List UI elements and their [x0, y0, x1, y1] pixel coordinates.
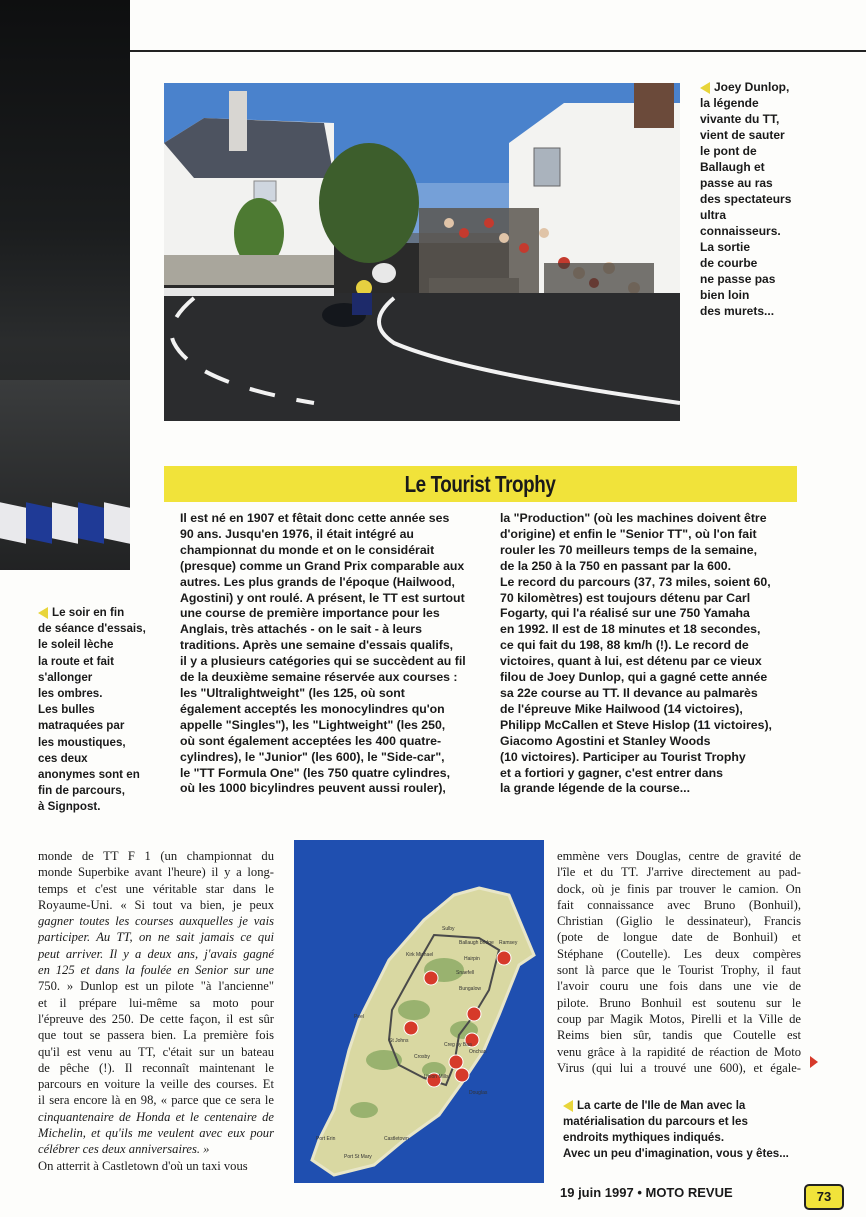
box-line: Fogarty, qui l'a réalisé sur une 750 Yamaha — [500, 606, 750, 621]
top-rule — [130, 50, 866, 52]
caption-text: la route et fait — [38, 654, 115, 668]
article-line: temps et c'est une véritable star dans le — [38, 881, 274, 896]
article-line: Christian (Giglio le dessinateur), Francis — [557, 914, 801, 929]
box-line: Giacomo Agostini et Stanley Woods — [500, 733, 711, 748]
article-line: pilote. Bruno Bonhuil est soutenu sur le — [557, 995, 801, 1010]
caption-line — [38, 767, 148, 783]
box-line: appelle "Singles"), les "Lightweight" (les 250, — [180, 717, 446, 732]
map-label: Union Mills — [424, 1074, 449, 1080]
box-line: les "Ultralightweight" (les 125, où sont — [180, 685, 405, 700]
article-line: emmène vers Douglas, centre de gravité de — [557, 849, 801, 863]
isle-of-man-map — [294, 840, 544, 1183]
caption-text: matraquées par — [38, 719, 125, 733]
article-line: monde Superbike avant l'heure) il y a long- — [38, 865, 274, 880]
article-line: participer. Au TT, on ne sait jamais ce qui — [38, 930, 274, 945]
caption-line — [38, 621, 148, 637]
box-line: la "Production" (où les machines doivent être — [500, 511, 767, 525]
article-line: sont là parce que le Tourist Trophy, il faut — [557, 963, 801, 978]
box-title: Le Tourist Trophy — [405, 470, 556, 497]
caption-text: les ombres. — [38, 687, 103, 701]
article-line: Virus (qui lui a trouvé une 600), et égale- — [557, 1060, 801, 1075]
box-line: il y a plusieurs catégories qui se succèdent au fil — [180, 654, 466, 669]
article-line: et il prépare lui-même sa moto pour — [38, 995, 274, 1010]
map-label: Sulby — [442, 926, 455, 932]
box-line: le "TT Formula One" (les 750 quatre cylindres, — [180, 765, 450, 780]
article-line: dock, où je finis par trouver le camion. On — [557, 881, 801, 896]
map-label: Ballaugh bridge — [459, 940, 494, 946]
caption-line — [38, 637, 148, 653]
article-right-column — [557, 848, 801, 1076]
article-line: que tout se passera bien. La première fois — [38, 1028, 274, 1043]
box-line: en 1992. Il est de 18 minutes et 18 secondes, — [500, 622, 761, 637]
left-photo-strip — [0, 0, 130, 570]
box-line: de la 250 à la 750 en passant par la 600. — [500, 558, 732, 573]
article-line: l'avoir couru une fois dans une vie de — [557, 979, 801, 994]
article-line: Michelin, et qu'ils me veulent avec eux pour — [38, 1126, 274, 1141]
article-line: gagner toutes les courses auxquelles je vais — [38, 914, 274, 929]
caption-text: de séance d'essais, — [38, 622, 146, 636]
box-line: de l'épreuve Mike Hailwood (14 victoires), — [500, 701, 743, 716]
caption-line — [38, 686, 148, 702]
box-line: où sont également acceptées les 400 quatre- — [180, 733, 442, 748]
caption-line — [38, 799, 148, 815]
map-label: Onchan — [469, 1049, 487, 1055]
box-line: sa 22e course au TT. Il devance au palmarès — [500, 685, 758, 700]
footer-issue: 19 juin 1997 • MOTO REVUE — [560, 1185, 733, 1200]
caption-arrow-icon — [563, 1100, 573, 1112]
photo-caption: Joey Dunlop, la légende vivante du TT, vient de sauter le pont de Ballaugh et passe au ras des spectateurs ultra connaisseurs. La sortie de courbe ne passe pas bien loin des murets... — [700, 80, 792, 318]
article-line: l'épreuve des 250. De cette façon, il est sûr — [38, 1011, 274, 1026]
article-line: Royaume-Uni. « Si tout va bien, je peux — [38, 897, 274, 912]
article-line: venu grâce à la rapidité de réaction de Moto — [557, 1044, 801, 1059]
box-line: victoires, quant à lui, est détenu par ce vieux — [500, 654, 762, 669]
caption-line — [38, 751, 148, 767]
map-label: Snaefell — [456, 970, 475, 976]
article-line: monde de TT F 1 (un championnat du — [38, 849, 274, 863]
article-line: Stéphane (Coutelle). Les deux compères — [557, 946, 801, 961]
box-line: et a fortiori y gagner, c'est entrer dans — [500, 765, 723, 780]
box-line: championnat du monde et on le considérait — [180, 542, 435, 557]
caption-text: anonymes sont en — [38, 768, 140, 782]
map-label: St Johns — [389, 1038, 409, 1044]
continue-marker-icon — [810, 1056, 818, 1068]
map-label: Peel — [354, 1014, 365, 1020]
map-label: Crosby — [414, 1054, 430, 1060]
box-line: traditions. Après une semaine d'essais qualifs, — [180, 638, 454, 653]
box-line: de la deuxième semaine réservée aux courses : — [180, 670, 458, 685]
article-line: coup par Magik Motos, Pirelli et la Ville de — [557, 1011, 801, 1026]
box-line: également acceptés les monocylindres qu'on — [180, 701, 445, 716]
caption-text: fin de parcours, — [38, 784, 125, 798]
map-label: Bungalow — [459, 986, 481, 992]
caption-line — [38, 735, 148, 751]
map-label: Douglas — [469, 1090, 488, 1096]
map-label: Port Erin — [316, 1136, 336, 1142]
box-line: rouler les 70 meilleurs temps de la semaine, — [500, 542, 757, 557]
caption-arrow-icon — [700, 82, 710, 94]
map-caption: La carte de l'Ile de Man avec la matérialisation du parcours et les endroits mythiques indiqués. Avec un peu d'imagination, vous y êtes... — [563, 1099, 789, 1160]
caption-line — [38, 605, 148, 621]
article-line: célébrer ces deux anniversaires. » — [38, 1142, 210, 1157]
article-line: en 125 et dans la foulée en Senior sur une — [38, 963, 274, 978]
map-label: Hairpin — [464, 956, 480, 962]
article-line: parcours en voiture la veille des courses. Et — [38, 1077, 274, 1092]
article-line: fait connaissance avec Bruno (Bonhuil), — [557, 897, 801, 912]
box-line: Il est né en 1907 et fêtait donc cette année ses — [180, 511, 450, 525]
caption-text: Le soir en fin — [52, 606, 125, 619]
box-title-bar — [164, 466, 797, 502]
article-line: qu'il est venu au TT, c'était sur un bateau — [38, 1044, 274, 1059]
caption-line — [38, 654, 148, 670]
page-number: 73 — [804, 1184, 844, 1210]
box-line: 70 kilomètres) est toujours détenu par Carl — [500, 590, 751, 605]
caption-text: Les bulles — [38, 703, 95, 717]
caption-line — [38, 783, 148, 799]
box-line: Anglais, très attachés - on le sait - à leurs — [180, 622, 422, 637]
race-photo — [164, 83, 680, 421]
caption-text: ces deux — [38, 751, 88, 765]
caption-line — [38, 670, 148, 686]
box-line: cylindres), le "Junior" (les 600), le "Side-car", — [180, 749, 445, 764]
box-line: (presque) comme un Grand Prix comparable aux — [180, 558, 465, 573]
box-line: une course de première importance pour les — [180, 606, 440, 621]
caption-arrow-icon — [38, 607, 48, 619]
map-label: Kirk Michael — [406, 952, 434, 958]
article-line: Reims bien sûr, tandis que Coutelle est — [557, 1028, 801, 1043]
box-line: où les 1000 bicylindres peuvent aussi rouler), — [180, 781, 446, 796]
left-caption — [38, 605, 148, 816]
box-text-right — [500, 511, 790, 797]
map-label: Castletown — [384, 1136, 409, 1142]
caption-text: les moustiques, — [38, 735, 126, 749]
article-left-column — [38, 848, 274, 1174]
map-label: Port St Mary — [344, 1154, 372, 1160]
article-line: cinquantenaire de Honda et le centenaire de — [38, 1109, 274, 1124]
box-line: ce qui fait du 198, 88 km/h (!). Le record de — [500, 638, 749, 653]
box-line: (10 victoires). Participer au Tourist Trophy — [500, 749, 746, 764]
box-line: Philipp McCallen et Steve Hislop (11 victoires), — [500, 717, 772, 732]
article-line: l'île et du TT. J'arrive directement au pad- — [557, 865, 801, 880]
box-text-left — [180, 511, 476, 797]
caption-text: à Signpost. — [38, 800, 101, 814]
box-line: la grande légende de la course... — [500, 781, 690, 796]
article-line: peut arriver. Il y a deux ans, j'avais gagné — [38, 946, 274, 961]
caption-text: le soleil lèche — [38, 638, 114, 652]
article-line: On atterrit à Castletown d'où un taxi vous — [38, 1158, 248, 1173]
caption-line — [38, 702, 148, 718]
article-line: (pote de longue date de Bonhuil) et — [557, 930, 801, 945]
box-line: filou de Joey Dunlop, qui a gagné cette année — [500, 670, 768, 685]
box-line: autres. Les plus grands de l'époque (Hailwood, — [180, 574, 455, 589]
caption-text: s'allonger — [38, 670, 93, 684]
box-line: d'origine) et enfin le "Senior TT", où l'on fait — [500, 526, 757, 541]
caption-line — [38, 718, 148, 734]
map-label: Creg ny Baa — [444, 1042, 472, 1048]
box-line: Agostini) y ont roulé. A présent, le TT est surtout — [180, 590, 465, 605]
article-line: 750. » Dunlop est un pilote "à l'ancienne" — [38, 979, 274, 994]
article-line: de pêche (!). Il reconnaît maintenant le — [38, 1060, 274, 1075]
box-line: Le record du parcours (37, 73 miles, soient 60, — [500, 574, 771, 589]
article-line: il sera encore là en 98, « parce que ce sera le — [38, 1093, 274, 1108]
map-label: Ramsey — [499, 940, 518, 946]
box-line: 90 ans. Jusqu'en 1976, il était intégré au — [180, 526, 414, 541]
